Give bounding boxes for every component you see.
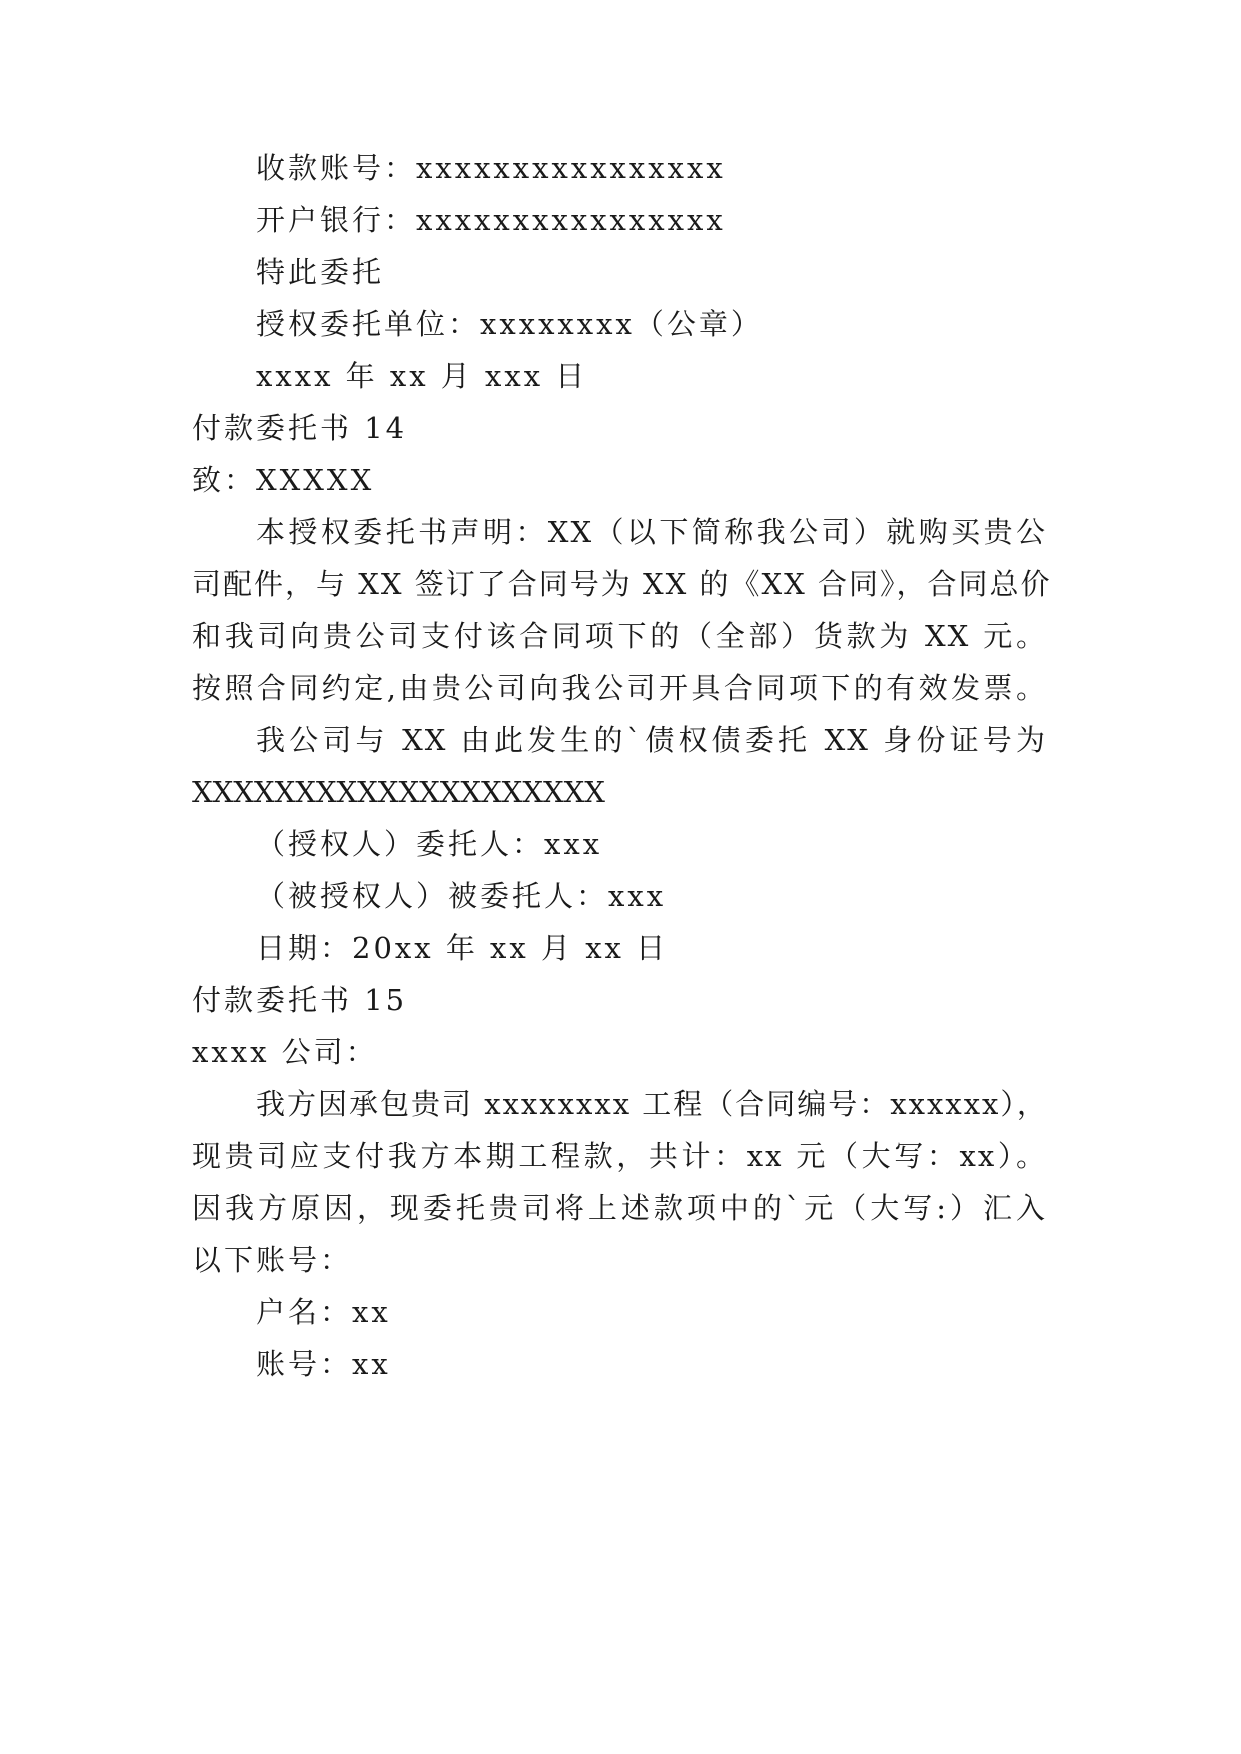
- paragraph-line: 以下账号：: [192, 1243, 353, 1277]
- section-title-14: 付款委托书 14: [192, 411, 408, 445]
- paragraph-line: 按照合同约定,由贵公司向我公司开具合同项下的有效发票。: [192, 671, 1047, 705]
- paragraph-line: 司配件，与 XX 签订了合同号为 XX 的《XX 合同》，合同总价: [192, 567, 1052, 601]
- principal-line: （授权人）委托人：xxx: [256, 827, 603, 861]
- recipient-line-14: 致：XXXXX: [192, 463, 375, 497]
- id-number-line: XXXXXXXXXXXXXXXXXXXX: [192, 775, 605, 809]
- date-line-14: 日期：20xx 年 xx 月 xx 日: [256, 931, 669, 965]
- agent-line: （被授权人）被委托人：xxx: [256, 879, 667, 913]
- paragraph-line: 因我方原因，现委托贵司将上述款项中的`元（大写:）汇入: [192, 1191, 1047, 1225]
- signature-date-line: xxxx 年 xx 月 xxx 日: [256, 359, 588, 393]
- closing-phrase: 特此委托: [256, 255, 385, 289]
- paragraph-line: 本授权委托书声明：XX（以下简称我公司）就购买贵公: [256, 515, 1047, 549]
- paragraph-line: 和我司向贵公司支付该合同项下的（全部）货款为 XX 元。: [192, 619, 1047, 653]
- paragraph-line: 现贵司应支付我方本期工程款，共计：xx 元（大写：xx）。: [192, 1139, 1047, 1173]
- authorizing-unit-line: 授权委托单位：xxxxxxxx（公章）: [256, 307, 763, 341]
- account-name-line: 户名：xx: [256, 1295, 391, 1329]
- opening-bank-line: 开户银行：xxxxxxxxxxxxxxxx: [256, 203, 726, 237]
- section-title-15: 付款委托书 15: [192, 983, 408, 1017]
- paragraph-line: 我公司与 XX 由此发生的`债权债委托 XX 身份证号为: [256, 723, 1047, 757]
- receiving-account-line: 收款账号：xxxxxxxxxxxxxxxx: [256, 151, 726, 185]
- account-number-line: 账号：xx: [256, 1347, 391, 1381]
- recipient-line-15: xxxx 公司：: [192, 1035, 378, 1069]
- paragraph-line: 我方因承包贵司 xxxxxxxx 工程（合同编号：xxxxxx），: [256, 1087, 1048, 1121]
